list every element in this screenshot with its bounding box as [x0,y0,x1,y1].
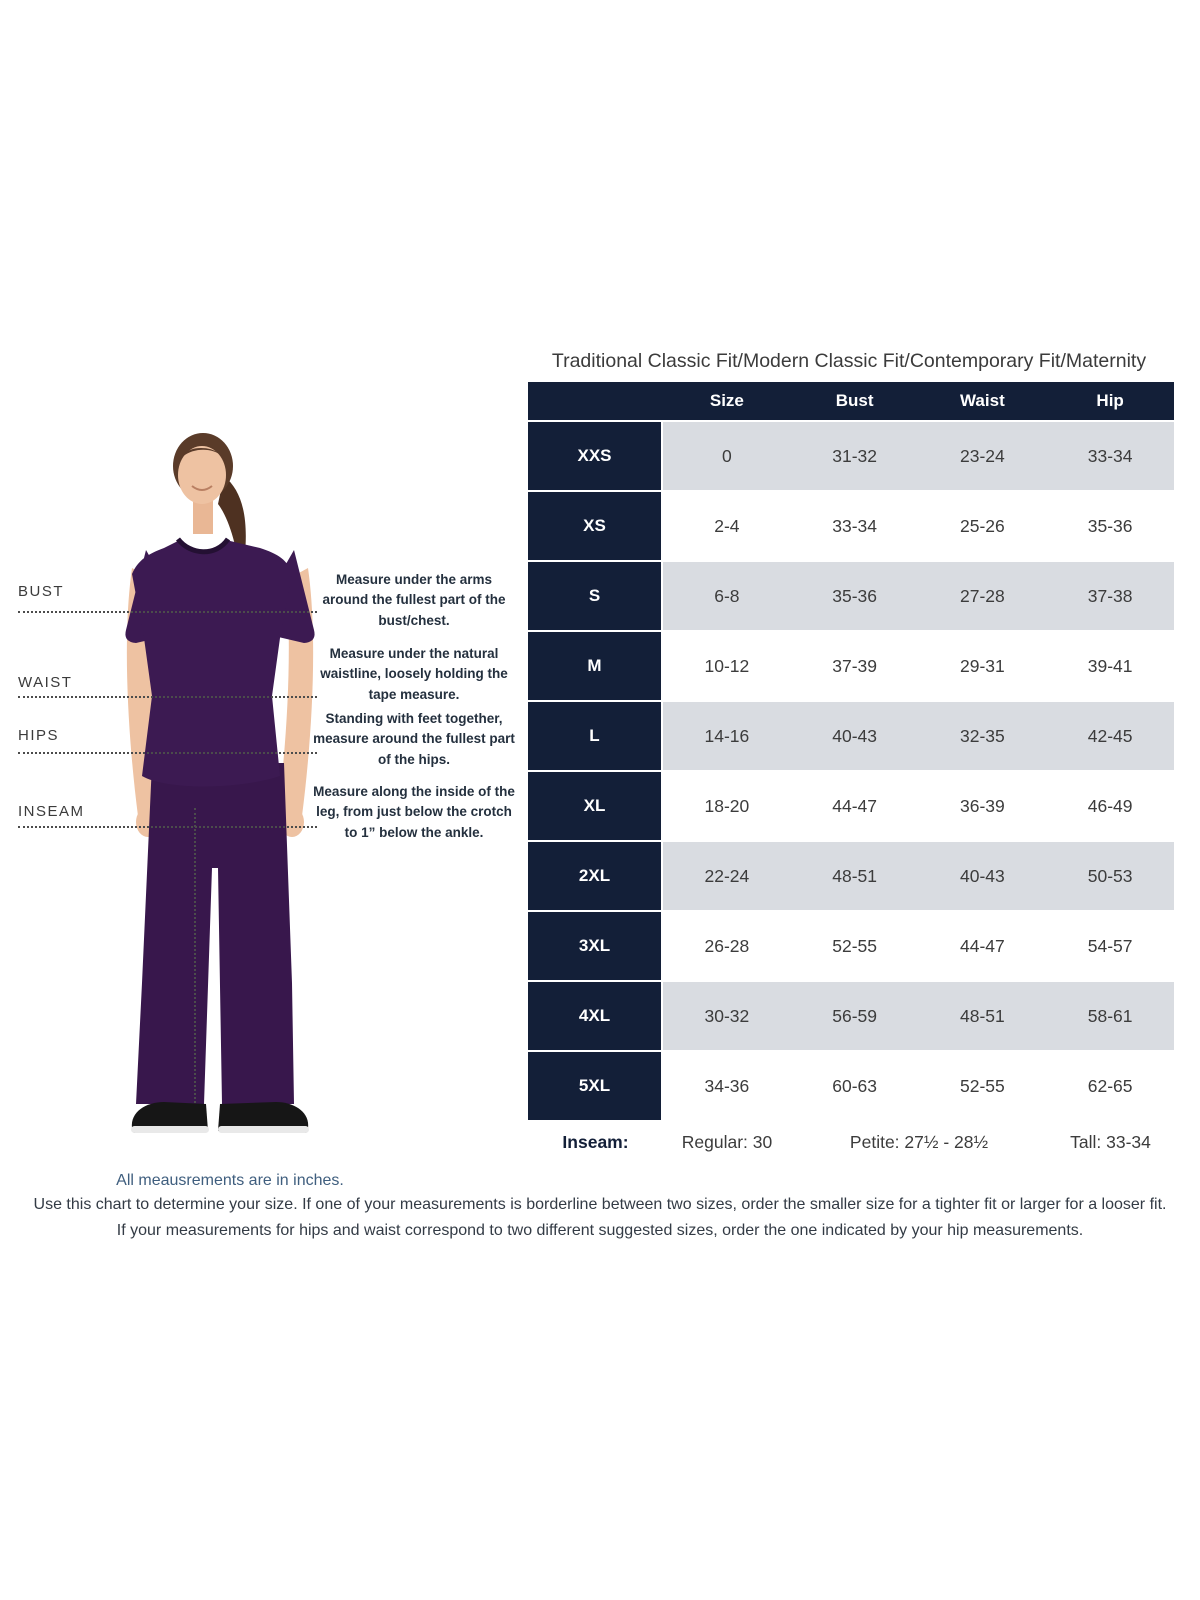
size-chart-table [528,382,1174,1120]
cell-hip: 37-38 [1087,585,1133,606]
row-values [663,912,1174,980]
cell-waist: 36-39 [959,795,1005,816]
size-chart-title: Traditional Classic Fit/Modern Classic Fit/Contemporary Fit/Maternity [551,350,1147,372]
row-label: S [528,562,661,630]
hips-instruction: Standing with feet together, measure around the fullest part of the hips. [313,711,515,767]
left-shoe-sole [131,1126,209,1133]
table-row-2xl [528,842,1174,910]
table-header-row [528,382,1174,420]
table-row-xl [528,772,1174,840]
inseam-tall: Tall: 33-34 [1070,1132,1151,1152]
hips-label: HIPS [18,727,60,744]
row-values [663,982,1174,1050]
table-row-3xl [528,912,1174,980]
row-label: M [528,632,661,700]
right-shoe-sole [218,1126,309,1133]
cell-waist: 52-55 [959,1075,1005,1096]
table-row-5xl [528,1052,1174,1120]
row-label: L [528,702,661,770]
inseam-vertical-guide-line [194,808,196,1103]
scrub-pants [136,763,294,1104]
cell-size: 2-4 [714,515,740,536]
hips-guide-line [18,752,317,754]
usage-note-line1: Use this chart to determine your size. If one of your measurements is borderline between two sizes, order the smaller size for a tighter fit or larger for a looser fit. [33,1196,1167,1213]
cell-size: 22-24 [704,865,750,886]
bust-guide-line [18,611,317,613]
cell-size: 10-12 [704,655,750,676]
cell-bust: 35-36 [832,585,877,606]
waist-label: WAIST [18,674,73,691]
row-values [663,562,1174,630]
cell-hip: 39-41 [1087,655,1133,676]
cell-bust: 44-47 [832,795,877,816]
cell-size: 26-28 [704,935,750,956]
waist-guide-line [18,696,317,698]
waist-instruction: Measure under the natural waistline, loosely holding the tape measure. [320,646,508,702]
cell-hip: 50-53 [1087,865,1133,886]
column-header-bust: Bust [835,391,874,410]
table-row-xxs [528,422,1174,490]
cell-waist: 29-31 [959,655,1005,676]
row-label: XXS [528,422,661,490]
table-body [528,422,1174,1120]
cell-size: 34-36 [704,1075,750,1096]
usage-note-line2: If your measurements for hips and waist correspond to two different suggested sizes, order the one indicated by your hip measurements. [116,1222,1084,1239]
row-label: 3XL [528,912,661,980]
inseam-row-label: Inseam: [562,1132,629,1152]
fit-model-illustration [120,428,320,1153]
row-values [663,772,1174,840]
cell-hip: 62-65 [1087,1075,1133,1096]
cell-hip: 42-45 [1087,725,1133,746]
cell-size: 14-16 [704,725,750,746]
inseam-label: INSEAM [18,803,85,820]
cell-hip: 58-61 [1087,1005,1133,1026]
row-values [663,842,1174,910]
row-label: 2XL [528,842,661,910]
inseam-guide-line [18,826,317,828]
row-values [663,702,1174,770]
cell-bust: 56-59 [832,1005,877,1026]
cell-bust: 31-32 [832,445,877,466]
row-label: XS [528,492,661,560]
cell-size: 30-32 [704,1005,750,1026]
row-label: 5XL [528,1052,661,1120]
column-header-waist: Waist [960,391,1005,410]
cell-hip: 33-34 [1087,445,1133,466]
bust-instruction: Measure under the arms around the fullest part of the bust/chest. [322,572,506,628]
cell-waist: 44-47 [959,935,1005,956]
cell-hip: 46-49 [1087,795,1133,816]
table-row-s [528,562,1174,630]
row-values [663,492,1174,560]
units-caption: All meausrements are in inches. [116,1172,344,1189]
usage-note [0,1192,1200,1244]
column-header-hip: Hip [1096,391,1124,410]
row-label: 4XL [528,982,661,1050]
scrub-top [132,540,292,787]
cell-waist: 32-35 [959,725,1005,746]
cell-waist: 27-28 [959,585,1005,606]
cell-bust: 33-34 [832,515,877,536]
row-label: XL [528,772,661,840]
cell-size: 18-20 [704,795,750,816]
inseam-row [528,1132,1174,1153]
bust-label: BUST [18,583,65,600]
table-row-4xl [528,982,1174,1050]
cell-size: 6-8 [714,585,740,606]
cell-bust: 40-43 [832,725,877,746]
row-values [663,422,1174,490]
table-row-l [528,702,1174,770]
inseam-instruction: Measure along the inside of the leg, from just below the crotch to 1” below the ankle. [313,784,515,840]
column-header-size: Size [709,391,744,410]
inseam-petite: Petite: 27½ - 28½ [849,1132,989,1152]
cell-waist: 40-43 [959,865,1005,886]
inseam-regular: Regular: 30 [681,1132,773,1152]
cell-bust: 52-55 [832,935,877,956]
cell-bust: 60-63 [832,1075,877,1096]
cell-hip: 54-57 [1087,935,1133,956]
table-row-xs [528,492,1174,560]
cell-hip: 35-36 [1087,515,1133,536]
row-values [663,632,1174,700]
cell-size: 0 [722,445,732,466]
table-row-m [528,632,1174,700]
cell-waist: 23-24 [959,445,1005,466]
cell-bust: 37-39 [832,655,877,676]
cell-waist: 48-51 [959,1005,1005,1026]
cell-waist: 25-26 [959,515,1005,536]
row-values [663,1052,1174,1120]
cell-bust: 48-51 [832,865,877,886]
